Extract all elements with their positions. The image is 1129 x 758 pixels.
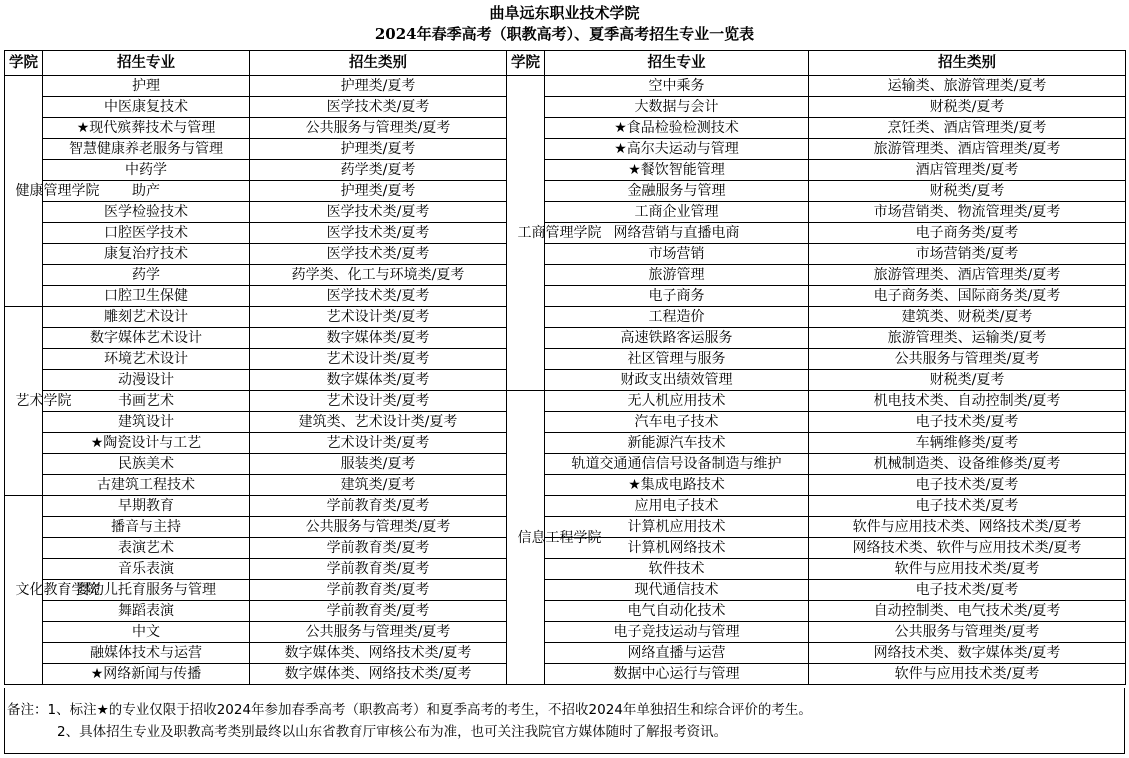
major-cell: 计算机应用技术 — [545, 517, 809, 538]
table-row — [5, 580, 1126, 601]
major-cell: 口腔卫生保健 — [43, 286, 250, 307]
table-row — [5, 601, 1126, 622]
table-title: 2024年春季高考（职教高考）、夏季高考招生专业一览表 — [374, 25, 755, 43]
major-cell: 婴幼儿托育服务与管理 — [43, 580, 250, 601]
category-cell: 公共服务与管理类/夏考 — [250, 622, 507, 643]
major-cell: 高速铁路客运服务 — [545, 328, 809, 349]
table-row — [5, 265, 1126, 286]
college-name: 工商管理学院 — [517, 225, 602, 241]
major-cell: 汽车电子技术 — [545, 412, 809, 433]
category-cell: 数字媒体类/夏考 — [250, 328, 507, 349]
major-cell: 康复治疗技术 — [43, 244, 250, 265]
college-cell-right — [507, 391, 602, 685]
category-cell: 自动控制类、电气技术类/夏考 — [809, 601, 1126, 622]
category-cell: 学前教育类/夏考 — [250, 496, 507, 517]
category-cell: 电子技术类/夏考 — [809, 580, 1126, 601]
major-cell: 社区管理与服务 — [545, 349, 809, 370]
category-cell: 医学技术类/夏考 — [250, 97, 507, 118]
major-cell: 口腔医学技术 — [43, 223, 250, 244]
category-cell: 市场营销类、物流管理类/夏考 — [809, 202, 1126, 223]
major-cell: 中文 — [43, 622, 250, 643]
major-cell: 民族美术 — [43, 454, 250, 475]
category-cell: 公共服务与管理类/夏考 — [809, 349, 1126, 370]
category-cell: 护理类/夏考 — [250, 76, 507, 97]
category-cell: 烹饪类、酒店管理类/夏考 — [809, 118, 1126, 139]
category-cell: 艺术设计类/夏考 — [250, 391, 507, 412]
table-row — [5, 664, 1126, 685]
header-row — [5, 51, 1126, 76]
category-cell: 公共服务与管理类/夏考 — [809, 622, 1126, 643]
table-row — [5, 622, 1126, 643]
header-category-left: 招生类别 — [250, 51, 507, 76]
major-cell: 无人机应用技术 — [545, 391, 809, 412]
table-row — [5, 244, 1126, 265]
college-name: 健康管理学院 — [15, 183, 100, 199]
category-cell: 电子技术类/夏考 — [809, 496, 1126, 517]
category-cell: 旅游管理类、运输类/夏考 — [809, 328, 1126, 349]
category-cell: 网络技术类、软件与应用技术类/夏考 — [809, 538, 1126, 559]
category-cell: 电子技术类/夏考 — [809, 412, 1126, 433]
major-cell: 中医康复技术 — [43, 97, 250, 118]
major-cell: 应用电子技术 — [545, 496, 809, 517]
major-cell: 早期教育 — [43, 496, 250, 517]
major-cell: 播音与主持 — [43, 517, 250, 538]
major-cell: 表演艺术 — [43, 538, 250, 559]
category-cell: 电子技术类/夏考 — [809, 475, 1126, 496]
major-cell: ★高尔夫运动与管理 — [545, 139, 809, 160]
major-cell: 网络直播与运营 — [545, 643, 809, 664]
header-major-right: 招生专业 — [545, 51, 809, 76]
category-cell: 财税类/夏考 — [809, 370, 1126, 391]
category-cell: 软件与应用技术类、网络技术类/夏考 — [809, 517, 1126, 538]
major-cell: 新能源汽车技术 — [545, 433, 809, 454]
major-cell: 财政支出绩效管理 — [545, 370, 809, 391]
category-cell: 机械制造类、设备维修类/夏考 — [809, 454, 1126, 475]
category-cell: 艺术设计类/夏考 — [250, 433, 507, 454]
category-cell: 财税类/夏考 — [809, 181, 1126, 202]
table-row — [5, 643, 1126, 664]
table-row — [5, 160, 1126, 181]
major-cell: ★网络新闻与传播 — [43, 664, 250, 685]
college-cell-left — [5, 307, 72, 496]
category-cell: 建筑类/夏考 — [250, 475, 507, 496]
major-cell: 空中乘务 — [545, 76, 809, 97]
major-cell: 融媒体技术与运营 — [43, 643, 250, 664]
category-cell: 学前教育类/夏考 — [250, 601, 507, 622]
major-cell: ★现代殡葬技术与管理 — [43, 118, 250, 139]
major-cell: 大数据与会计 — [545, 97, 809, 118]
table-row — [5, 412, 1126, 433]
table-row — [5, 370, 1126, 391]
major-cell: 动漫设计 — [43, 370, 250, 391]
table-row — [5, 433, 1126, 454]
college-name: 艺术学院 — [15, 393, 72, 409]
category-cell: 运输类、旅游管理类/夏考 — [809, 76, 1126, 97]
college-cell-left — [5, 496, 100, 685]
table-row — [5, 328, 1126, 349]
major-cell: 智慧健康养老服务与管理 — [43, 139, 250, 160]
table-row — [5, 391, 1126, 412]
header-category-right: 招生类别 — [809, 51, 1126, 76]
table-row — [5, 496, 1126, 517]
major-cell: 数字媒体艺术设计 — [43, 328, 250, 349]
table-row — [5, 202, 1126, 223]
major-cell: 轨道交通通信信号设备制造与维护 — [545, 454, 809, 475]
major-cell: 数据中心运行与管理 — [545, 664, 809, 685]
table-row — [5, 454, 1126, 475]
header-major-left: 招生专业 — [43, 51, 250, 76]
category-cell: 学前教育类/夏考 — [250, 559, 507, 580]
major-cell: 医学检验技术 — [43, 202, 250, 223]
category-cell: 旅游管理类、酒店管理类/夏考 — [809, 139, 1126, 160]
college-cell-left — [5, 76, 100, 307]
major-cell: 市场营销 — [545, 244, 809, 265]
college-name: 信息工程学院 — [517, 529, 602, 546]
major-cell: 电子商务 — [545, 286, 809, 307]
table-row — [5, 475, 1126, 496]
table-row — [5, 97, 1126, 118]
major-cell: 计算机网络技术 — [545, 538, 809, 559]
category-cell: 数字媒体类/夏考 — [250, 370, 507, 391]
major-cell: 药学 — [43, 265, 250, 286]
category-cell: 医学技术类/夏考 — [250, 286, 507, 307]
major-cell: ★集成电路技术 — [545, 475, 809, 496]
category-cell: 软件与应用技术类/夏考 — [809, 664, 1126, 685]
table-row — [5, 307, 1126, 328]
table-row — [5, 118, 1126, 139]
category-cell: 护理类/夏考 — [250, 181, 507, 202]
category-cell: 车辆维修类/夏考 — [809, 433, 1126, 454]
college-name: 文化教育学院 — [15, 582, 100, 598]
category-cell: 公共服务与管理类/夏考 — [250, 118, 507, 139]
major-cell: 电子竞技运动与管理 — [545, 622, 809, 643]
category-cell: 药学类/夏考 — [250, 160, 507, 181]
category-cell: 数字媒体类、网络技术类/夏考 — [250, 643, 507, 664]
table-row — [5, 349, 1126, 370]
college-cell-right — [507, 76, 602, 391]
category-cell: 网络技术类、数字媒体类/夏考 — [809, 643, 1126, 664]
school-name: 曲阜远东职业技术学院 — [489, 4, 640, 22]
major-cell: 古建筑工程技术 — [43, 475, 250, 496]
category-cell: 艺术设计类/夏考 — [250, 307, 507, 328]
category-cell: 艺术设计类/夏考 — [250, 349, 507, 370]
major-cell: 雕刻艺术设计 — [43, 307, 250, 328]
category-cell: 服装类/夏考 — [250, 454, 507, 475]
note-line-1: 备注：1、标注★的专业仅限于招收2024年参加春季高考（职教高考）和夏季高考的考生，不招收2024年单独招生和综合评价的考生。 — [7, 702, 812, 718]
major-cell: 环境艺术设计 — [43, 349, 250, 370]
category-cell: 护理类/夏考 — [250, 139, 507, 160]
category-cell: 医学技术类/夏考 — [250, 223, 507, 244]
category-cell: 机电技术类、自动控制类/夏考 — [809, 391, 1126, 412]
majors-table — [4, 50, 1126, 685]
major-cell: 建筑设计 — [43, 412, 250, 433]
major-cell: 音乐表演 — [43, 559, 250, 580]
table-row — [5, 139, 1126, 160]
category-cell: 数字媒体类、网络技术类/夏考 — [250, 664, 507, 685]
major-cell: 金融服务与管理 — [545, 181, 809, 202]
major-cell: ★食品检验检测技术 — [545, 118, 809, 139]
category-cell: 软件与应用技术类/夏考 — [809, 559, 1126, 580]
category-cell: 市场营销类/夏考 — [809, 244, 1126, 265]
category-cell: 电子商务类、国际商务类/夏考 — [809, 286, 1126, 307]
table-row — [5, 286, 1126, 307]
major-cell: 软件技术 — [545, 559, 809, 580]
major-cell: ★陶瓷设计与工艺 — [43, 433, 250, 454]
note-line-2: 2、具体招生专业及职教高考类别最终以山东省教育厅审核公布为准，也可关注我院官方媒体随时了解报考资讯。 — [57, 724, 728, 740]
major-cell: 书画艺术 — [43, 391, 250, 412]
major-cell: 工商企业管理 — [545, 202, 809, 223]
notes-box — [4, 688, 1125, 754]
major-cell: 网络营销与直播电商 — [545, 223, 809, 244]
category-cell: 医学技术类/夏考 — [250, 244, 507, 265]
major-cell: 助产 — [43, 181, 250, 202]
category-cell: 旅游管理类、酒店管理类/夏考 — [809, 265, 1126, 286]
major-cell: ★餐饮智能管理 — [545, 160, 809, 181]
major-cell: 现代通信技术 — [545, 580, 809, 601]
major-cell: 工程造价 — [545, 307, 809, 328]
major-cell: 护理 — [43, 76, 250, 97]
category-cell: 建筑类、艺术设计类/夏考 — [250, 412, 507, 433]
category-cell: 药学类、化工与环境类/夏考 — [250, 265, 507, 286]
category-cell: 电子商务类/夏考 — [809, 223, 1126, 244]
major-cell: 中药学 — [43, 160, 250, 181]
category-cell: 酒店管理类/夏考 — [809, 160, 1126, 181]
major-cell: 舞蹈表演 — [43, 601, 250, 622]
category-cell: 财税类/夏考 — [809, 97, 1126, 118]
category-cell: 学前教育类/夏考 — [250, 580, 507, 601]
category-cell: 医学技术类/夏考 — [250, 202, 507, 223]
table-row — [5, 559, 1126, 580]
category-cell: 建筑类、财税类/夏考 — [809, 307, 1126, 328]
table-row — [5, 181, 1126, 202]
table-row — [5, 76, 1126, 97]
major-cell: 电气自动化技术 — [545, 601, 809, 622]
header-college-left: 学院 — [5, 51, 43, 76]
category-cell: 学前教育类/夏考 — [250, 538, 507, 559]
category-cell: 公共服务与管理类/夏考 — [250, 517, 507, 538]
major-cell: 旅游管理 — [545, 265, 809, 286]
header-college-right: 学院 — [507, 51, 545, 76]
